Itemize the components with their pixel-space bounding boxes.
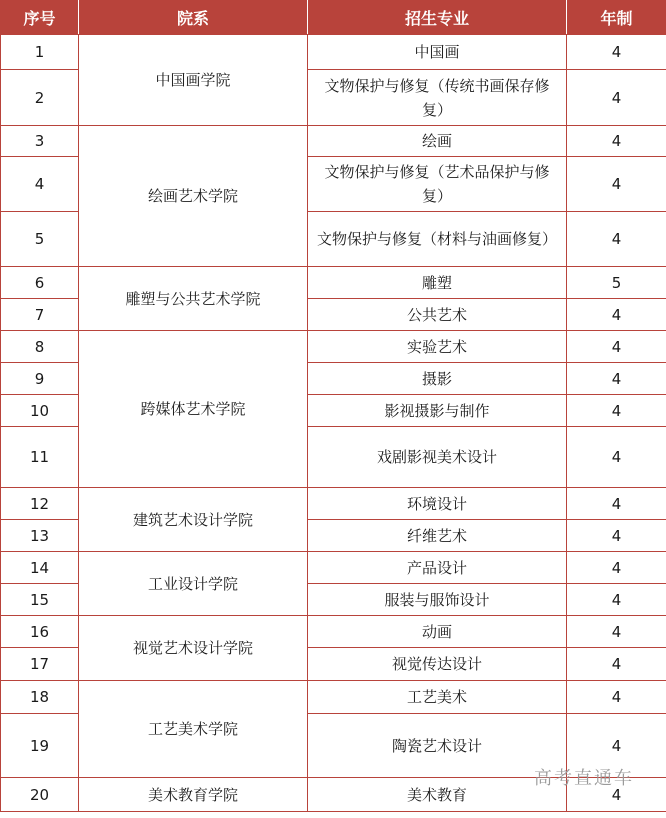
years-cell: 4 [567, 35, 666, 70]
row-no: 10 [1, 395, 79, 427]
row-no: 6 [1, 267, 79, 299]
major-cell: 服装与服饰设计 [308, 584, 567, 616]
major-cell: 公共艺术 [308, 299, 567, 331]
dept-cell: 雕塑与公共艺术学院 [79, 267, 308, 331]
major-cell: 摄影 [308, 363, 567, 395]
header-years: 年制 [567, 1, 666, 35]
major-cell: 视觉传达设计 [308, 648, 567, 681]
header-row [1, 1, 666, 35]
years-cell: 4 [567, 616, 666, 648]
years-cell: 4 [567, 126, 666, 157]
row-no: 20 [1, 778, 79, 812]
major-cell: 中国画 [308, 35, 567, 70]
table-row [1, 331, 666, 363]
years-cell: 4 [567, 427, 666, 488]
row-no: 5 [1, 212, 79, 267]
row-no: 1 [1, 35, 79, 70]
row-no: 17 [1, 648, 79, 681]
row-no: 8 [1, 331, 79, 363]
row-no: 12 [1, 488, 79, 520]
table-row [1, 126, 666, 157]
row-no: 18 [1, 681, 79, 714]
major-cell: 环境设计 [308, 488, 567, 520]
major-cell: 实验艺术 [308, 331, 567, 363]
years-cell: 4 [567, 552, 666, 584]
dept-cell: 工业设计学院 [79, 552, 308, 616]
row-no: 2 [1, 70, 79, 126]
years-cell: 4 [567, 778, 666, 812]
major-cell: 文物保护与修复（传统书画保存修复） [308, 70, 567, 126]
major-cell: 戏剧影视美术设计 [308, 427, 567, 488]
table-row [1, 681, 666, 714]
years-cell: 4 [567, 648, 666, 681]
watermark: 高考直通车 [534, 768, 634, 789]
row-no: 3 [1, 126, 79, 157]
table-row [1, 616, 666, 648]
years-cell: 4 [567, 212, 666, 267]
row-no: 11 [1, 427, 79, 488]
years-cell: 4 [567, 681, 666, 714]
years-cell: 4 [567, 714, 666, 778]
table-row [1, 267, 666, 299]
dept-cell: 中国画学院 [79, 35, 308, 126]
years-cell: 4 [567, 488, 666, 520]
header-dept: 院系 [79, 1, 308, 35]
years-cell: 4 [567, 363, 666, 395]
years-cell: 4 [567, 70, 666, 126]
years-cell: 4 [567, 395, 666, 427]
major-cell: 雕塑 [308, 267, 567, 299]
dept-cell: 建筑艺术设计学院 [79, 488, 308, 552]
header-no: 序号 [1, 1, 79, 35]
dept-cell: 工艺美术学院 [79, 681, 308, 778]
dept-cell: 绘画艺术学院 [79, 126, 308, 267]
row-no: 14 [1, 552, 79, 584]
major-cell: 绘画 [308, 126, 567, 157]
row-no: 4 [1, 157, 79, 212]
years-cell: 4 [567, 584, 666, 616]
major-cell: 动画 [308, 616, 567, 648]
years-cell: 4 [567, 157, 666, 212]
row-no: 7 [1, 299, 79, 331]
years-cell: 5 [567, 267, 666, 299]
major-cell: 影视摄影与制作 [308, 395, 567, 427]
row-no: 16 [1, 616, 79, 648]
major-cell: 产品设计 [308, 552, 567, 584]
table-row [1, 552, 666, 584]
major-cell: 文物保护与修复（材料与油画修复） [308, 212, 567, 267]
major-cell: 美术教育 [308, 778, 567, 812]
years-cell: 4 [567, 331, 666, 363]
row-no: 19 [1, 714, 79, 778]
major-cell: 纤维艺术 [308, 520, 567, 552]
dept-cell: 跨媒体艺术学院 [79, 331, 308, 488]
years-cell: 4 [567, 299, 666, 331]
header-major: 招生专业 [308, 1, 567, 35]
row-no: 13 [1, 520, 79, 552]
major-cell: 工艺美术 [308, 681, 567, 714]
row-no: 15 [1, 584, 79, 616]
major-cell: 陶瓷艺术设计 [308, 714, 567, 778]
table-row [1, 35, 666, 70]
dept-cell: 视觉艺术设计学院 [79, 616, 308, 681]
major-cell: 文物保护与修复（艺术品保护与修复） [308, 157, 567, 212]
dept-cell: 美术教育学院 [79, 778, 308, 812]
table-row [1, 488, 666, 520]
years-cell: 4 [567, 520, 666, 552]
row-no: 9 [1, 363, 79, 395]
